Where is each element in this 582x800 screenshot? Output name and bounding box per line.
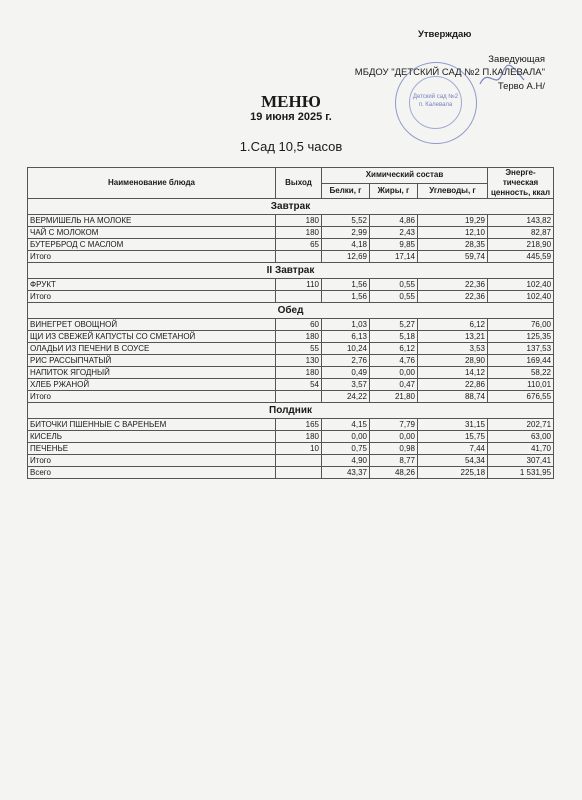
- dish-name: ВЕРМИШЕЛЬ НА МОЛОКЕ: [28, 215, 276, 227]
- approval-name: Терво А.Н/: [497, 81, 545, 92]
- col-energy-header: Энерге-тическая ценность, ккал: [488, 168, 554, 199]
- dish-yield: 180: [276, 367, 322, 379]
- dish-carbs: 19,29: [418, 215, 488, 227]
- total-yield-empty: [276, 391, 322, 403]
- dish-name: РИС РАССЫПЧАТЫЙ: [28, 355, 276, 367]
- approval-position: Заведующая: [488, 54, 545, 65]
- section-total-row: [28, 455, 554, 467]
- dish-yield: 180: [276, 331, 322, 343]
- dish-name: ХЛЕБ РЖАНОЙ: [28, 379, 276, 391]
- dish-yield: 65: [276, 239, 322, 251]
- menu-item-row: [28, 343, 554, 355]
- dish-fat: 0,55: [370, 279, 418, 291]
- section-total-row: [28, 391, 554, 403]
- dish-energy: 76,00: [488, 319, 554, 331]
- dish-fat: 0,98: [370, 443, 418, 455]
- dish-name: ВИНЕГРЕТ ОВОЩНОЙ: [28, 319, 276, 331]
- total-protein: 1,56: [322, 291, 370, 303]
- col-yield-header: Выход: [276, 168, 322, 199]
- dish-protein: 1,56: [322, 279, 370, 291]
- dish-carbs: 15,75: [418, 431, 488, 443]
- menu-item-row: [28, 355, 554, 367]
- total-label: Итого: [28, 291, 276, 303]
- grand-total-yield-empty: [276, 467, 322, 479]
- dish-yield: 180: [276, 227, 322, 239]
- total-fat: 0,55: [370, 291, 418, 303]
- grand-total-label: Всего: [28, 467, 276, 479]
- dish-name: ОЛАДЬИ ИЗ ПЕЧЕНИ В СОУСЕ: [28, 343, 276, 355]
- stamp-inner: Детский сад №2 п. Калевала: [409, 76, 462, 129]
- total-fat: 17,14: [370, 251, 418, 263]
- menu-item-row: [28, 431, 554, 443]
- total-protein: 4,90: [322, 455, 370, 467]
- menu-date: 19 июня 2025 г.: [250, 111, 332, 123]
- section-title: Завтрак: [28, 199, 554, 215]
- dish-name: БУТЕРБРОД С МАСЛОМ: [28, 239, 276, 251]
- section-row: [28, 403, 554, 419]
- dish-fat: 0,47: [370, 379, 418, 391]
- menu-item-row: [28, 215, 554, 227]
- dish-carbs: 3,53: [418, 343, 488, 355]
- section-row: [28, 263, 554, 279]
- signature: [478, 62, 528, 92]
- dish-fat: 4,76: [370, 355, 418, 367]
- grand-total-carbs: 225,18: [418, 467, 488, 479]
- dish-energy: 110,01: [488, 379, 554, 391]
- dish-protein: 0,00: [322, 431, 370, 443]
- dish-fat: 5,18: [370, 331, 418, 343]
- menu-table: [27, 167, 554, 479]
- grand-total-row: [28, 467, 554, 479]
- dish-protein: 1,03: [322, 319, 370, 331]
- dish-name: ЧАЙ С МОЛОКОМ: [28, 227, 276, 239]
- page-title: МЕНЮ: [261, 92, 321, 111]
- dish-energy: 102,40: [488, 279, 554, 291]
- section-row: [28, 199, 554, 215]
- dish-fat: 2,43: [370, 227, 418, 239]
- total-carbs: 59,74: [418, 251, 488, 263]
- dish-protein: 6,13: [322, 331, 370, 343]
- dish-protein: 4,15: [322, 419, 370, 431]
- total-yield-empty: [276, 291, 322, 303]
- menu-item-row: [28, 331, 554, 343]
- dish-carbs: 12,10: [418, 227, 488, 239]
- total-yield-empty: [276, 455, 322, 467]
- dish-protein: 3,57: [322, 379, 370, 391]
- dish-fat: 7,79: [370, 419, 418, 431]
- menu-subtitle: 1.Сад 10,5 часов: [239, 139, 343, 154]
- menu-item-row: [28, 443, 554, 455]
- total-yield-empty: [276, 251, 322, 263]
- menu-item-row: [28, 419, 554, 431]
- section-row: [28, 303, 554, 319]
- col-fat-header: Жиры, г: [370, 183, 418, 199]
- dish-yield: 54: [276, 379, 322, 391]
- dish-name: КИСЕЛЬ: [28, 431, 276, 443]
- dish-carbs: 31,15: [418, 419, 488, 431]
- dish-yield: 130: [276, 355, 322, 367]
- section-title: Обед: [28, 303, 554, 319]
- approval-organization: МБДОУ "ДЕТСКИЙ САД №2 П.КАЛЕВАЛА": [354, 67, 545, 78]
- total-energy: 102,40: [488, 291, 554, 303]
- dish-name: ПЕЧЕНЬЕ: [28, 443, 276, 455]
- approval-title: Утверждаю: [418, 29, 472, 40]
- col-carbs-header: Углеводы, г: [418, 183, 488, 199]
- dish-yield: 10: [276, 443, 322, 455]
- dish-yield: 180: [276, 215, 322, 227]
- dish-carbs: 22,36: [418, 279, 488, 291]
- dish-energy: 202,71: [488, 419, 554, 431]
- dish-name: НАПИТОК ЯГОДНЫЙ: [28, 367, 276, 379]
- total-fat: 21,80: [370, 391, 418, 403]
- menu-item-row: [28, 239, 554, 251]
- dish-yield: 180: [276, 431, 322, 443]
- dish-protein: 0,49: [322, 367, 370, 379]
- dish-fat: 9,85: [370, 239, 418, 251]
- dish-carbs: 6,12: [418, 319, 488, 331]
- dish-energy: 169,44: [488, 355, 554, 367]
- dish-protein: 2,76: [322, 355, 370, 367]
- grand-total-protein: 43,37: [322, 467, 370, 479]
- dish-protein: 10,24: [322, 343, 370, 355]
- dish-protein: 4,18: [322, 239, 370, 251]
- total-label: Итого: [28, 251, 276, 263]
- section-title: II Завтрак: [28, 263, 554, 279]
- dish-yield: 60: [276, 319, 322, 331]
- grand-total-energy: 1 531,95: [488, 467, 554, 479]
- dish-protein: 2,99: [322, 227, 370, 239]
- col-chem-header: Химический состав: [322, 168, 488, 184]
- dish-energy: 63,00: [488, 431, 554, 443]
- total-label: Итого: [28, 391, 276, 403]
- total-energy: 307,41: [488, 455, 554, 467]
- menu-item-row: [28, 279, 554, 291]
- dish-fat: 4,86: [370, 215, 418, 227]
- dish-protein: 5,52: [322, 215, 370, 227]
- section-total-row: [28, 291, 554, 303]
- dish-protein: 0,75: [322, 443, 370, 455]
- grand-total-fat: 48,26: [370, 467, 418, 479]
- dish-fat: 6,12: [370, 343, 418, 355]
- dish-energy: 218,90: [488, 239, 554, 251]
- total-energy: 445,59: [488, 251, 554, 263]
- dish-yield: 110: [276, 279, 322, 291]
- menu-item-row: [28, 319, 554, 331]
- menu-item-row: [28, 367, 554, 379]
- dish-fat: 0,00: [370, 367, 418, 379]
- total-protein: 12,69: [322, 251, 370, 263]
- dish-name: БИТОЧКИ ПШЕННЫЕ С ВАРЕНЬЕМ: [28, 419, 276, 431]
- dish-energy: 58,22: [488, 367, 554, 379]
- dish-fat: 5,27: [370, 319, 418, 331]
- total-carbs: 54,34: [418, 455, 488, 467]
- total-carbs: 88,74: [418, 391, 488, 403]
- dish-name: ЩИ ИЗ СВЕЖЕЙ КАПУСТЫ СО СМЕТАНОЙ: [28, 331, 276, 343]
- dish-carbs: 28,90: [418, 355, 488, 367]
- dish-energy: 137,53: [488, 343, 554, 355]
- total-label: Итого: [28, 455, 276, 467]
- dish-energy: 82,87: [488, 227, 554, 239]
- menu-item-row: [28, 379, 554, 391]
- dish-yield: 165: [276, 419, 322, 431]
- dish-energy: 125,35: [488, 331, 554, 343]
- dish-carbs: 28,35: [418, 239, 488, 251]
- dish-name: ФРУКТ: [28, 279, 276, 291]
- menu-table-body: [28, 199, 554, 479]
- total-carbs: 22,36: [418, 291, 488, 303]
- dish-yield: 55: [276, 343, 322, 355]
- total-fat: 8,77: [370, 455, 418, 467]
- col-protein-header: Белки, г: [322, 183, 370, 199]
- dish-carbs: 14,12: [418, 367, 488, 379]
- col-dish-header: Наименование блюда: [28, 168, 276, 199]
- dish-carbs: 22,86: [418, 379, 488, 391]
- total-energy: 676,55: [488, 391, 554, 403]
- total-protein: 24,22: [322, 391, 370, 403]
- section-total-row: [28, 251, 554, 263]
- dish-energy: 143,82: [488, 215, 554, 227]
- dish-carbs: 7,44: [418, 443, 488, 455]
- dish-energy: 41,70: [488, 443, 554, 455]
- section-title: Полдник: [28, 403, 554, 419]
- dish-fat: 0,00: [370, 431, 418, 443]
- menu-item-row: [28, 227, 554, 239]
- dish-carbs: 13,21: [418, 331, 488, 343]
